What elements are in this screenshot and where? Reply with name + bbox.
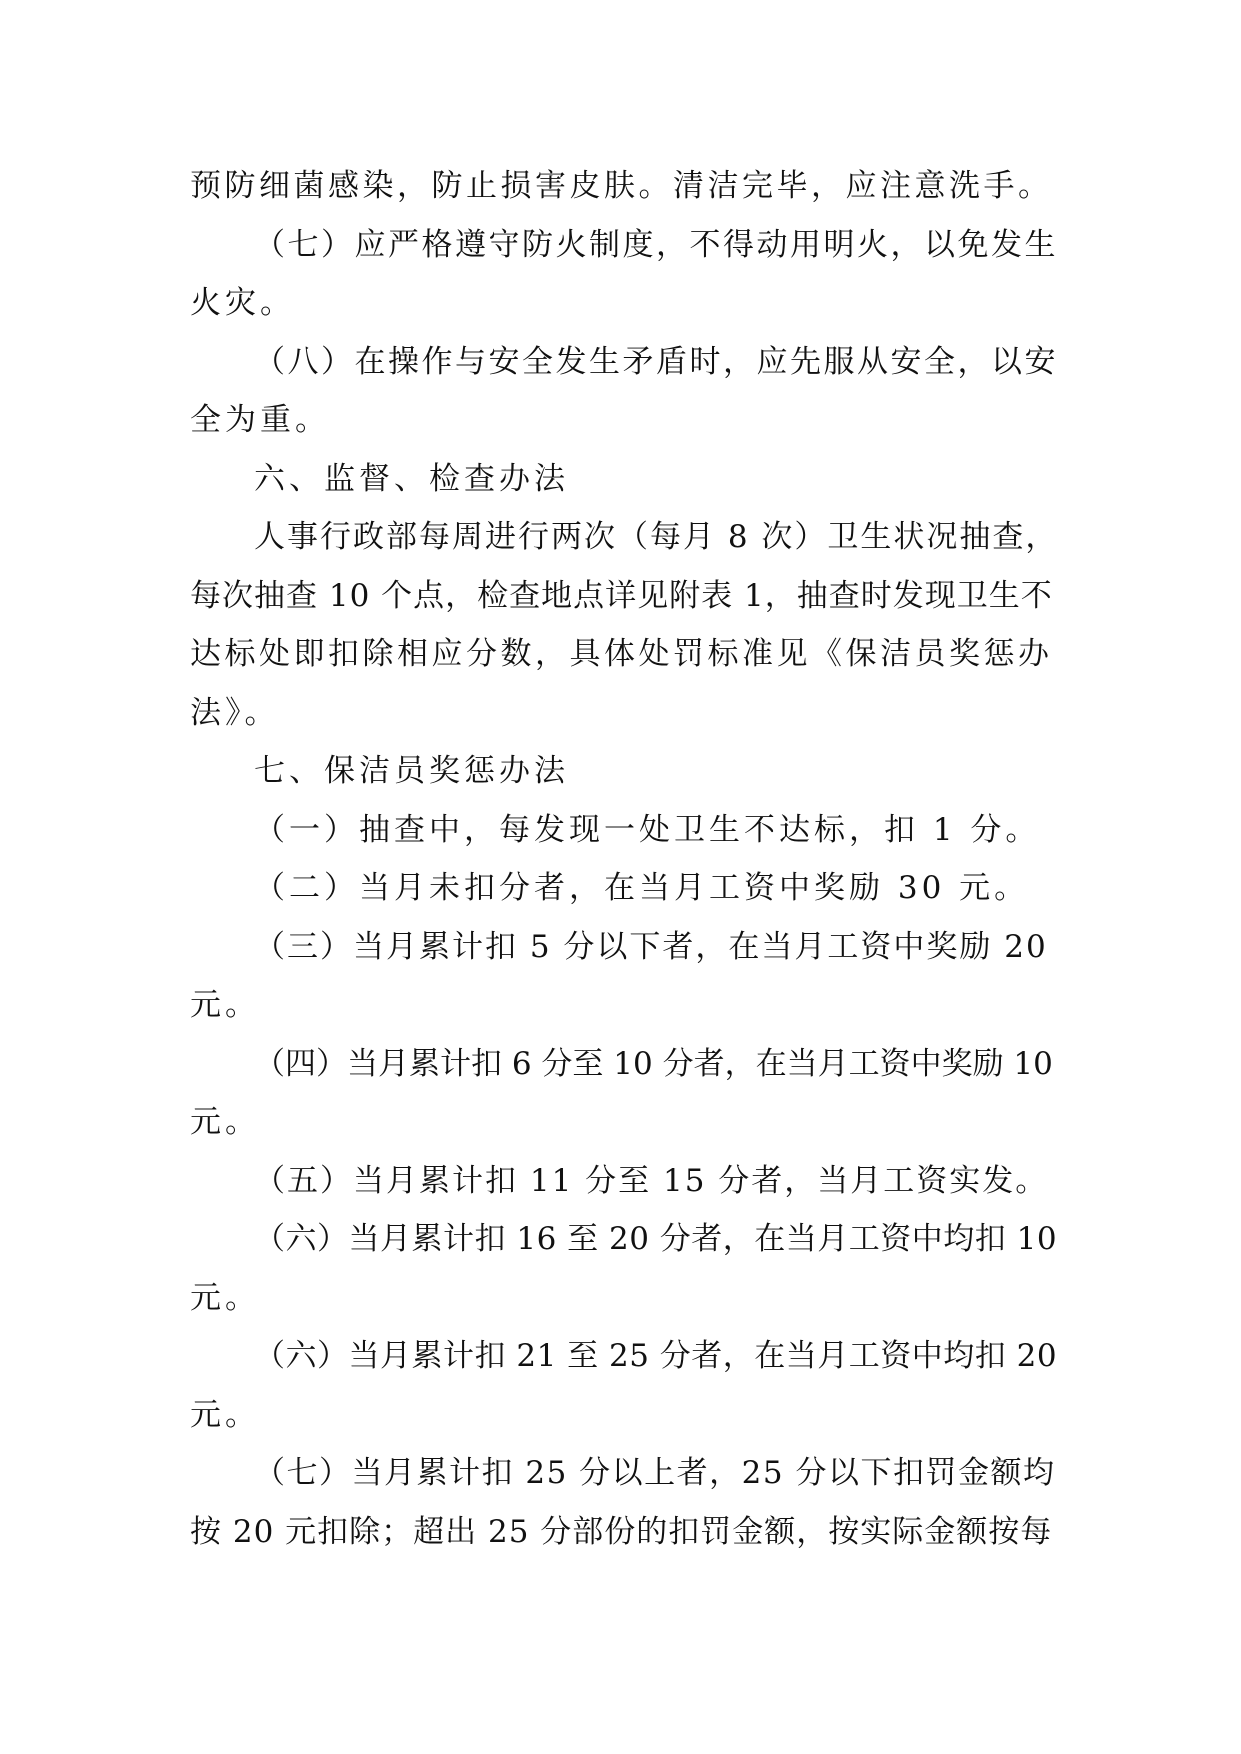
text-line: 法》。 <box>190 694 280 731</box>
text-line: 每次抽查 10 个点，检查地点详见附表 1，抽查时发现卫生不 <box>190 577 1053 614</box>
text-line: 元。 <box>190 1396 260 1433</box>
text-line: （四）当月累计扣 6 分至 10 分者，在当月工资中奖励 10 <box>254 1045 1053 1082</box>
document-body <box>190 157 1058 1561</box>
text-line: （二）当月未扣分者，在当月工资中奖励 30 元。 <box>254 870 1030 906</box>
text-line: （六）当月累计扣 21 至 25 分者，在当月工资中均扣 20 <box>254 1338 1058 1374</box>
text-line: 人事行政部每周进行两次（每月 8 次）卫生状况抽查， <box>254 519 1059 555</box>
text-line: 达标处即扣除相应分数，具体处罚标准见《保洁员奖惩办 <box>190 636 1053 672</box>
text-line: （七）应严格遵守防火制度，不得动用明火，以免发生 <box>254 226 1058 263</box>
section-heading: 六、监督、检查办法 <box>254 460 569 497</box>
text-line: 元。 <box>190 1104 260 1140</box>
text-line: 全为重。 <box>190 402 330 438</box>
text-line: （一）抽查中，每发现一处卫生不达标，扣 1 分。 <box>254 811 1041 848</box>
text-line: 按 20 元扣除；超出 25 分部份的扣罚金额，按实际金额按每 <box>190 1513 1053 1550</box>
text-line: （八）在操作与安全发生矛盾时，应先服从安全，以安 <box>254 343 1058 380</box>
text-line: 元。 <box>190 987 260 1023</box>
text-line: （七）当月累计扣 25 分以上者，25 分以下扣罚金额均 <box>254 1455 1056 1491</box>
text-line: （六）当月累计扣 16 至 20 分者，在当月工资中均扣 10 <box>254 1221 1058 1257</box>
text-line: 火灾。 <box>190 285 295 321</box>
text-line: 元。 <box>190 1279 260 1316</box>
text-line: （五）当月累计扣 11 分至 15 分者，当月工资实发。 <box>254 1162 1049 1199</box>
section-heading: 七、保洁员奖惩办法 <box>254 753 569 789</box>
text-line: 预防细菌感染，防止损害皮肤。清洁完毕，应注意洗手。 <box>190 168 1053 204</box>
text-line: （三）当月累计扣 5 分以下者，在当月工资中奖励 20 <box>254 928 1048 965</box>
